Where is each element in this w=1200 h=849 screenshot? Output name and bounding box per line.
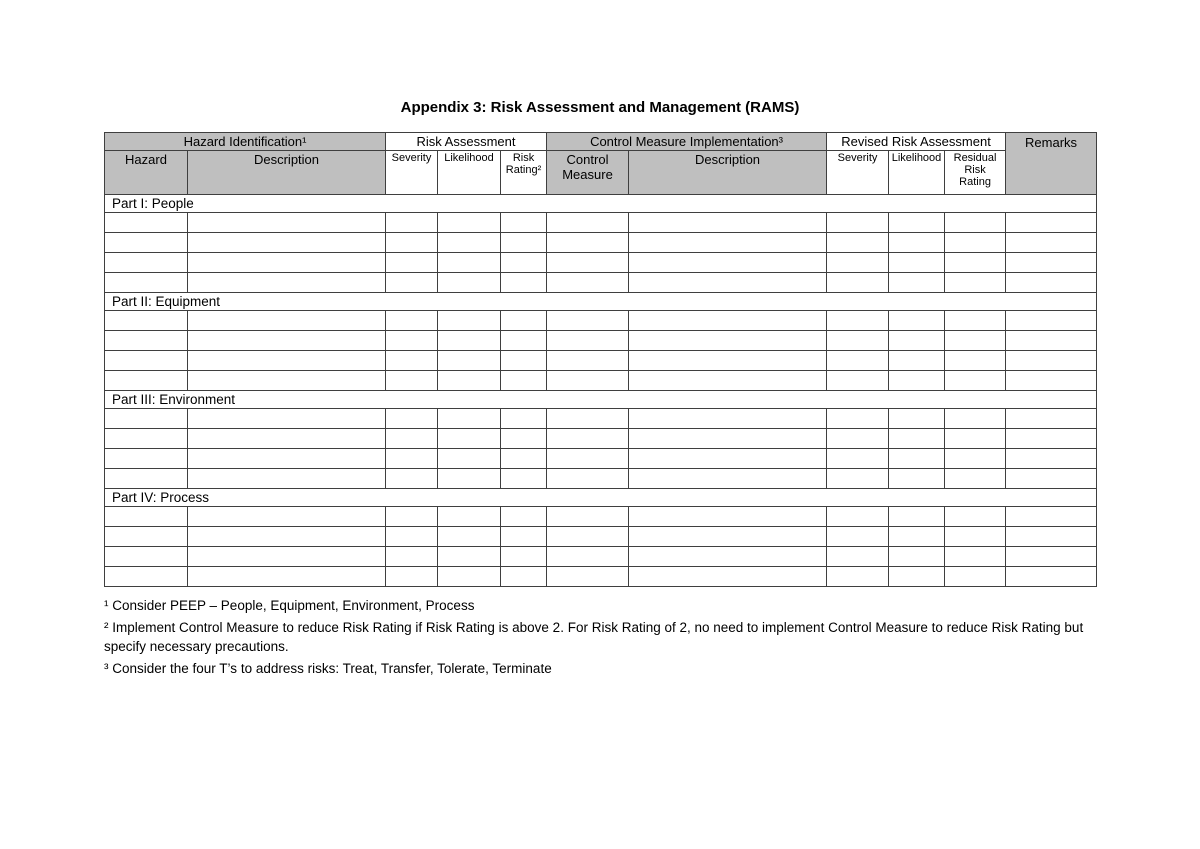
empty-cell [889, 351, 945, 371]
empty-cell [386, 311, 438, 331]
empty-cell [629, 311, 827, 331]
empty-cell [1006, 409, 1097, 429]
empty-cell [945, 429, 1006, 449]
empty-cell [1006, 311, 1097, 331]
empty-data-row [105, 233, 1097, 253]
empty-cell [945, 371, 1006, 391]
empty-data-row [105, 429, 1097, 449]
empty-cell [386, 371, 438, 391]
empty-cell [547, 253, 629, 273]
empty-cell [438, 233, 501, 253]
empty-cell [547, 371, 629, 391]
section-header-row [105, 293, 1097, 311]
column-header-residual-risk-rating: Residual Risk Rating [945, 151, 1006, 195]
empty-cell [945, 311, 1006, 331]
empty-cell [188, 371, 386, 391]
empty-cell [547, 213, 629, 233]
empty-cell [827, 351, 889, 371]
empty-cell [827, 331, 889, 351]
empty-cell [547, 429, 629, 449]
empty-cell [438, 331, 501, 351]
empty-cell [827, 507, 889, 527]
column-header-row [105, 151, 1097, 195]
empty-cell [827, 527, 889, 547]
empty-cell [889, 507, 945, 527]
empty-cell [105, 469, 188, 489]
empty-cell [188, 409, 386, 429]
empty-cell [629, 547, 827, 567]
empty-cell [438, 567, 501, 587]
empty-cell [105, 429, 188, 449]
empty-cell [386, 273, 438, 293]
empty-cell [547, 469, 629, 489]
empty-cell [889, 527, 945, 547]
empty-cell [501, 507, 547, 527]
empty-cell [386, 567, 438, 587]
empty-cell [501, 273, 547, 293]
empty-cell [501, 213, 547, 233]
empty-cell [629, 429, 827, 449]
empty-cell [827, 409, 889, 429]
empty-cell [105, 547, 188, 567]
empty-cell [386, 527, 438, 547]
empty-cell [1006, 469, 1097, 489]
section-header-row [105, 195, 1097, 213]
empty-data-row [105, 311, 1097, 331]
empty-cell [827, 311, 889, 331]
empty-cell [629, 213, 827, 233]
empty-cell [945, 547, 1006, 567]
empty-cell [188, 311, 386, 331]
empty-cell [1006, 331, 1097, 351]
footnote-3: ³ Consider the four T’s to address risks: Treat, Transfer, Tolerate, Terminate [104, 661, 552, 677]
empty-cell [105, 273, 188, 293]
empty-cell [629, 469, 827, 489]
empty-cell [501, 409, 547, 429]
empty-data-row [105, 371, 1097, 391]
footnote-1: ¹ Consider PEEP – People, Equipment, Environment, Process [104, 598, 475, 613]
empty-cell [889, 331, 945, 351]
empty-cell [629, 273, 827, 293]
empty-data-row [105, 507, 1097, 527]
table-header [105, 133, 1097, 195]
group-header-risk-assessment: Risk Assessment [386, 133, 547, 151]
group-header-control-measure-implementation: Control Measure Implementation³ [547, 133, 827, 151]
empty-cell [547, 567, 629, 587]
group-header-revised-risk-assessment: Revised Risk Assessment [827, 133, 1006, 151]
empty-cell [547, 233, 629, 253]
footnotes [104, 596, 1096, 679]
empty-cell [188, 527, 386, 547]
column-header-revised-likelihood: Likelihood [889, 151, 945, 195]
column-header-risk-rating: Risk Rating² [501, 151, 547, 195]
empty-cell [105, 331, 188, 351]
empty-cell [547, 351, 629, 371]
empty-cell [889, 449, 945, 469]
empty-cell [827, 449, 889, 469]
empty-cell [105, 527, 188, 547]
empty-cell [827, 429, 889, 449]
empty-cell [1006, 527, 1097, 547]
empty-cell [945, 449, 1006, 469]
column-header-hazard: Hazard [105, 151, 188, 195]
empty-cell [105, 371, 188, 391]
empty-cell [105, 507, 188, 527]
page-title: Appendix 3: Risk Assessment and Management (RAMS) [400, 99, 800, 116]
empty-cell [889, 371, 945, 391]
empty-cell [386, 213, 438, 233]
empty-cell [188, 449, 386, 469]
empty-cell [188, 351, 386, 371]
empty-cell [945, 567, 1006, 587]
empty-cell [438, 351, 501, 371]
empty-cell [188, 273, 386, 293]
column-header-control-measure: Control Measure [547, 151, 629, 195]
empty-data-row [105, 449, 1097, 469]
empty-cell [501, 233, 547, 253]
empty-cell [945, 253, 1006, 273]
empty-cell [629, 567, 827, 587]
column-header-likelihood: Likelihood [438, 151, 501, 195]
empty-cell [438, 547, 501, 567]
empty-cell [438, 371, 501, 391]
empty-cell [438, 449, 501, 469]
empty-data-row [105, 409, 1097, 429]
empty-cell [105, 567, 188, 587]
empty-cell [629, 253, 827, 273]
empty-cell [386, 429, 438, 449]
section-header-row [105, 391, 1097, 409]
empty-cell [386, 449, 438, 469]
empty-data-row [105, 273, 1097, 293]
empty-cell [629, 331, 827, 351]
footnote-2: ² Implement Control Measure to reduce Risk Rating if Risk Rating is above 2. For Risk Rating of 2, no need to implement Control Measure to reduce Risk Rating but specify necessary precautions. [104, 620, 1084, 655]
empty-cell [629, 371, 827, 391]
empty-cell [438, 273, 501, 293]
empty-cell [188, 253, 386, 273]
empty-data-row [105, 351, 1097, 371]
empty-cell [889, 567, 945, 587]
empty-cell [438, 507, 501, 527]
empty-cell [889, 213, 945, 233]
section-header-row [105, 489, 1097, 507]
empty-data-row [105, 253, 1097, 273]
empty-cell [1006, 449, 1097, 469]
empty-cell [945, 233, 1006, 253]
section-label: Part III: Environment [105, 391, 1097, 409]
empty-cell [386, 469, 438, 489]
table-body [105, 195, 1097, 587]
empty-cell [629, 449, 827, 469]
empty-cell [889, 253, 945, 273]
section-label: Part I: People [105, 195, 1097, 213]
empty-cell [889, 469, 945, 489]
empty-cell [188, 213, 386, 233]
empty-cell [438, 429, 501, 449]
empty-cell [438, 311, 501, 331]
empty-cell [945, 351, 1006, 371]
column-header-revised-severity: Severity [827, 151, 889, 195]
empty-cell [827, 371, 889, 391]
empty-cell [547, 547, 629, 567]
empty-cell [1006, 253, 1097, 273]
column-header-description: Description [188, 151, 386, 195]
empty-cell [945, 507, 1006, 527]
empty-data-row [105, 567, 1097, 587]
empty-cell [889, 273, 945, 293]
empty-cell [827, 547, 889, 567]
empty-data-row [105, 547, 1097, 567]
empty-cell [105, 253, 188, 273]
empty-cell [386, 233, 438, 253]
empty-cell [547, 331, 629, 351]
empty-cell [501, 311, 547, 331]
empty-cell [889, 547, 945, 567]
empty-data-row [105, 331, 1097, 351]
empty-cell [629, 233, 827, 253]
empty-cell [889, 233, 945, 253]
empty-cell [1006, 233, 1097, 253]
empty-cell [386, 409, 438, 429]
empty-cell [827, 469, 889, 489]
rams-table [104, 132, 1097, 587]
empty-cell [501, 469, 547, 489]
empty-cell [386, 507, 438, 527]
empty-cell [629, 527, 827, 547]
empty-cell [501, 351, 547, 371]
empty-data-row [105, 469, 1097, 489]
empty-cell [188, 233, 386, 253]
empty-cell [629, 409, 827, 429]
empty-cell [438, 409, 501, 429]
empty-cell [188, 331, 386, 351]
empty-cell [188, 469, 386, 489]
empty-cell [547, 409, 629, 429]
section-label: Part IV: Process [105, 489, 1097, 507]
empty-cell [188, 507, 386, 527]
empty-cell [501, 567, 547, 587]
column-header-remarks: Remarks [1006, 133, 1097, 195]
empty-cell [501, 527, 547, 547]
empty-cell [889, 429, 945, 449]
empty-cell [945, 213, 1006, 233]
empty-cell [386, 331, 438, 351]
empty-cell [105, 409, 188, 429]
empty-cell [1006, 429, 1097, 449]
empty-cell [629, 351, 827, 371]
empty-cell [629, 507, 827, 527]
empty-cell [1006, 213, 1097, 233]
empty-cell [105, 233, 188, 253]
empty-cell [105, 213, 188, 233]
empty-cell [501, 547, 547, 567]
empty-cell [827, 567, 889, 587]
empty-cell [547, 311, 629, 331]
empty-cell [1006, 507, 1097, 527]
empty-cell [945, 273, 1006, 293]
empty-cell [501, 449, 547, 469]
empty-cell [1006, 547, 1097, 567]
empty-cell [438, 213, 501, 233]
empty-cell [386, 253, 438, 273]
empty-cell [1006, 351, 1097, 371]
empty-data-row [105, 213, 1097, 233]
empty-cell [945, 409, 1006, 429]
group-header-row [105, 133, 1097, 151]
empty-cell [105, 351, 188, 371]
empty-cell [547, 527, 629, 547]
empty-cell [889, 409, 945, 429]
empty-cell [501, 429, 547, 449]
empty-cell [547, 449, 629, 469]
empty-cell [501, 331, 547, 351]
empty-cell [827, 233, 889, 253]
empty-cell [945, 527, 1006, 547]
empty-cell [386, 547, 438, 567]
empty-cell [188, 567, 386, 587]
empty-cell [547, 273, 629, 293]
empty-cell [1006, 371, 1097, 391]
empty-data-row [105, 527, 1097, 547]
empty-cell [827, 213, 889, 233]
group-header-hazard-identification: Hazard Identification¹ [105, 133, 386, 151]
empty-cell [105, 311, 188, 331]
empty-cell [501, 371, 547, 391]
empty-cell [1006, 567, 1097, 587]
empty-cell [945, 469, 1006, 489]
empty-cell [827, 273, 889, 293]
column-header-severity: Severity [386, 151, 438, 195]
empty-cell [945, 331, 1006, 351]
section-label: Part II: Equipment [105, 293, 1097, 311]
empty-cell [188, 429, 386, 449]
empty-cell [827, 253, 889, 273]
empty-cell [188, 547, 386, 567]
empty-cell [438, 527, 501, 547]
empty-cell [386, 351, 438, 371]
column-header-description-2: Description [629, 151, 827, 195]
empty-cell [1006, 273, 1097, 293]
empty-cell [889, 311, 945, 331]
empty-cell [438, 469, 501, 489]
empty-cell [438, 253, 501, 273]
empty-cell [547, 507, 629, 527]
empty-cell [105, 449, 188, 469]
empty-cell [501, 253, 547, 273]
